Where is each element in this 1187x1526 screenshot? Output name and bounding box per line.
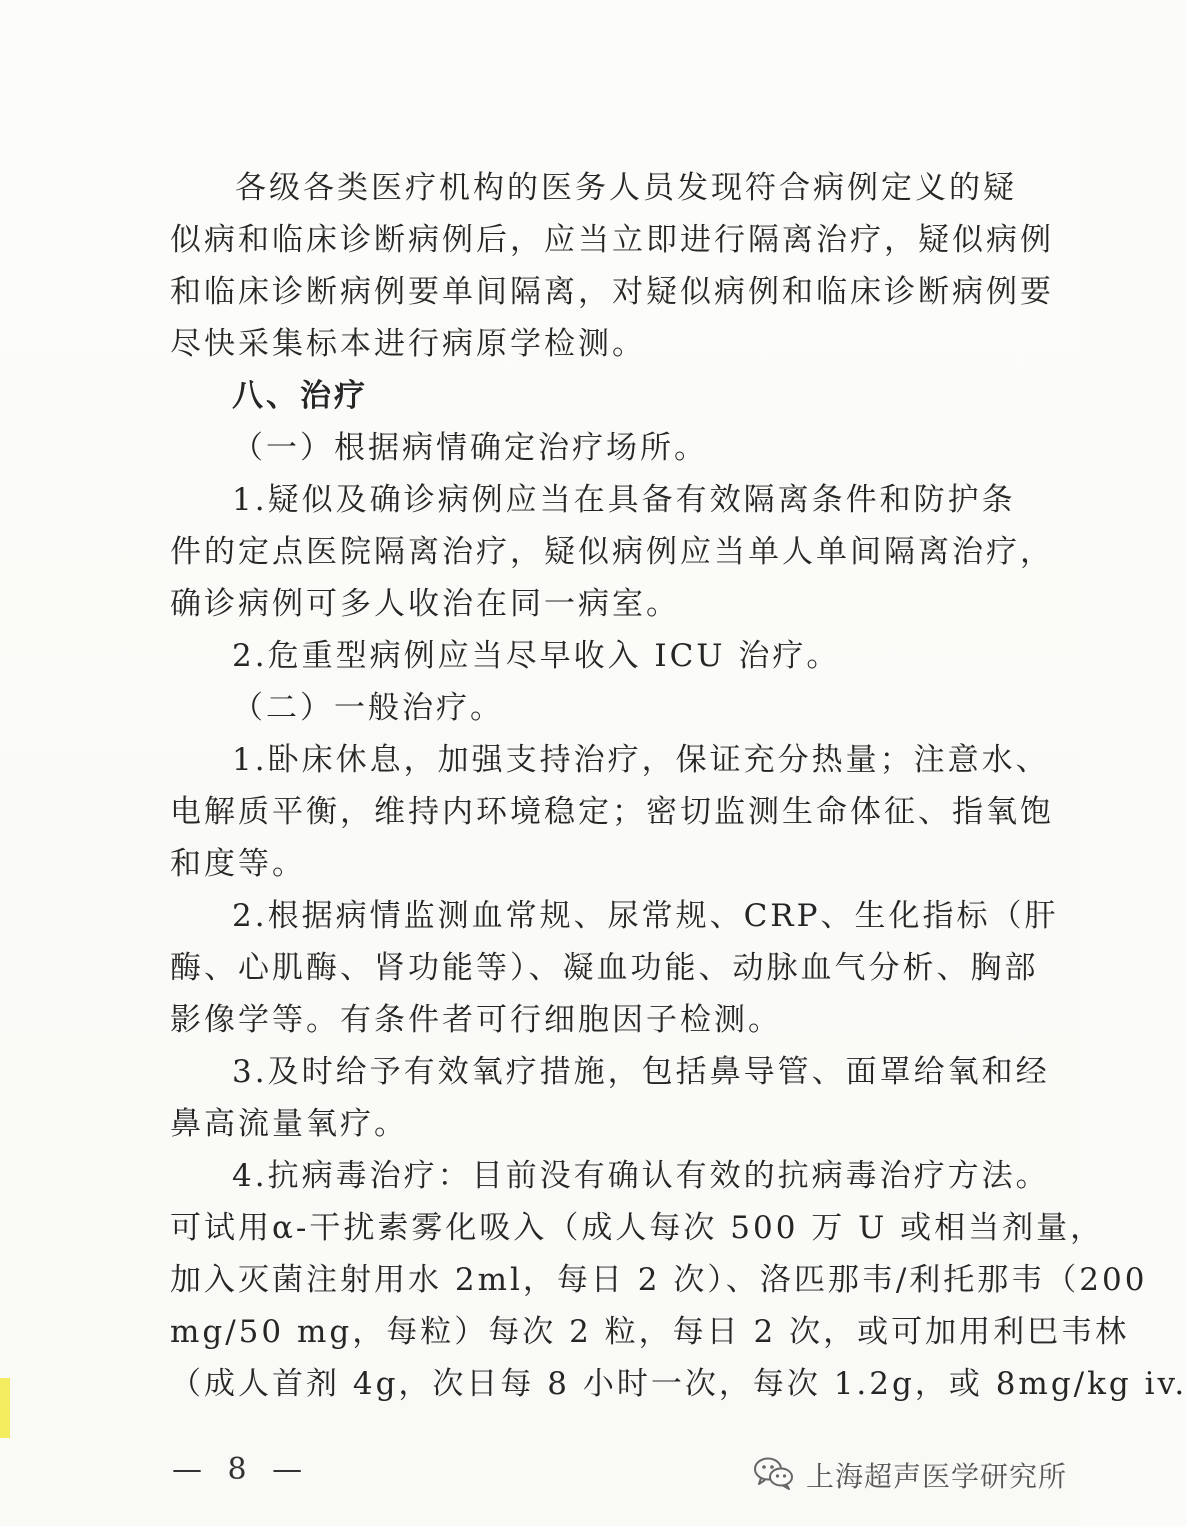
text-line-10: 2.危重型病例应当尽早收入 ICU 治疗。 (232, 638, 841, 674)
text-line-3: 和临床诊断病例要单间隔离，对疑似病例和临床诊断病例要 (170, 274, 1054, 310)
watermark-text: 上海超声医学研究所 (806, 1460, 1068, 1493)
text-line-2: 似病和临床诊断病例后，应当立即进行隔离治疗，疑似病例 (170, 222, 1054, 258)
text-line-8: 件的定点医院隔离治疗，疑似病例应当单人单间隔离治疗， (170, 534, 1054, 570)
text-line-1: 各级各类医疗机构的医务人员发现符合病例定义的疑 (235, 170, 1017, 206)
text-line-21: 可试用α-干扰素雾化吸入（成人每次 500 万 U 或相当剂量， (170, 1210, 1105, 1246)
text-line-15: 2.根据病情监测血常规、尿常规、CRP、生化指标（肝 (232, 898, 1059, 934)
section-heading-treatment: 八、治疗 (232, 378, 368, 414)
watermark (752, 1454, 1067, 1496)
wechat-icon (752, 1454, 796, 1496)
text-line-17: 影像学等。有条件者可行细胞因子检测。 (170, 1002, 782, 1038)
text-line-14: 和度等。 (170, 846, 306, 882)
text-line-4: 尽快采集标本进行病原学检测。 (170, 326, 646, 362)
text-line-12: 1.卧床休息，加强支持治疗，保证充分热量；注意水、 (232, 742, 1050, 778)
text-line-19: 鼻高流量氧疗。 (170, 1106, 408, 1142)
text-line-9: 确诊病例可多人收治在同一病室。 (170, 586, 680, 622)
text-line-22: 加入灭菌注射用水 2ml，每日 2 次）、洛匹那韦/利托那韦（200 (170, 1262, 1148, 1298)
text-line-23: mg/50 mg，每粒）每次 2 粒，每日 2 次，或可加用利巴韦林 (170, 1314, 1130, 1350)
text-line-18: 3.及时给予有效氧疗措施，包括鼻导管、面罩给氧和经 (232, 1054, 1050, 1090)
text-line-16: 酶、心肌酶、肾功能等）、凝血功能、动脉血气分析、胸部 (170, 950, 1039, 986)
subheading-general-treatment: （二）一般治疗。 (232, 690, 504, 726)
text-line-20: 4.抗病毒治疗：目前没有确认有效的抗病毒治疗方法。 (232, 1158, 1050, 1194)
yellow-margin-mark (0, 1378, 10, 1438)
text-line-24: （成人首剂 4g，次日每 8 小时一次，每次 1.2g，或 8mg/kg iv. (170, 1366, 1187, 1402)
text-line-13: 电解质平衡，维持内环境稳定；密切监测生命体征、指氧饱 (170, 794, 1054, 830)
subheading-treatment-location: （一）根据病情确定治疗场所。 (232, 430, 708, 466)
text-line-7: 1.疑似及确诊病例应当在具备有效隔离条件和防护条 (232, 482, 1016, 518)
page-number: — 8 — (172, 1452, 311, 1487)
